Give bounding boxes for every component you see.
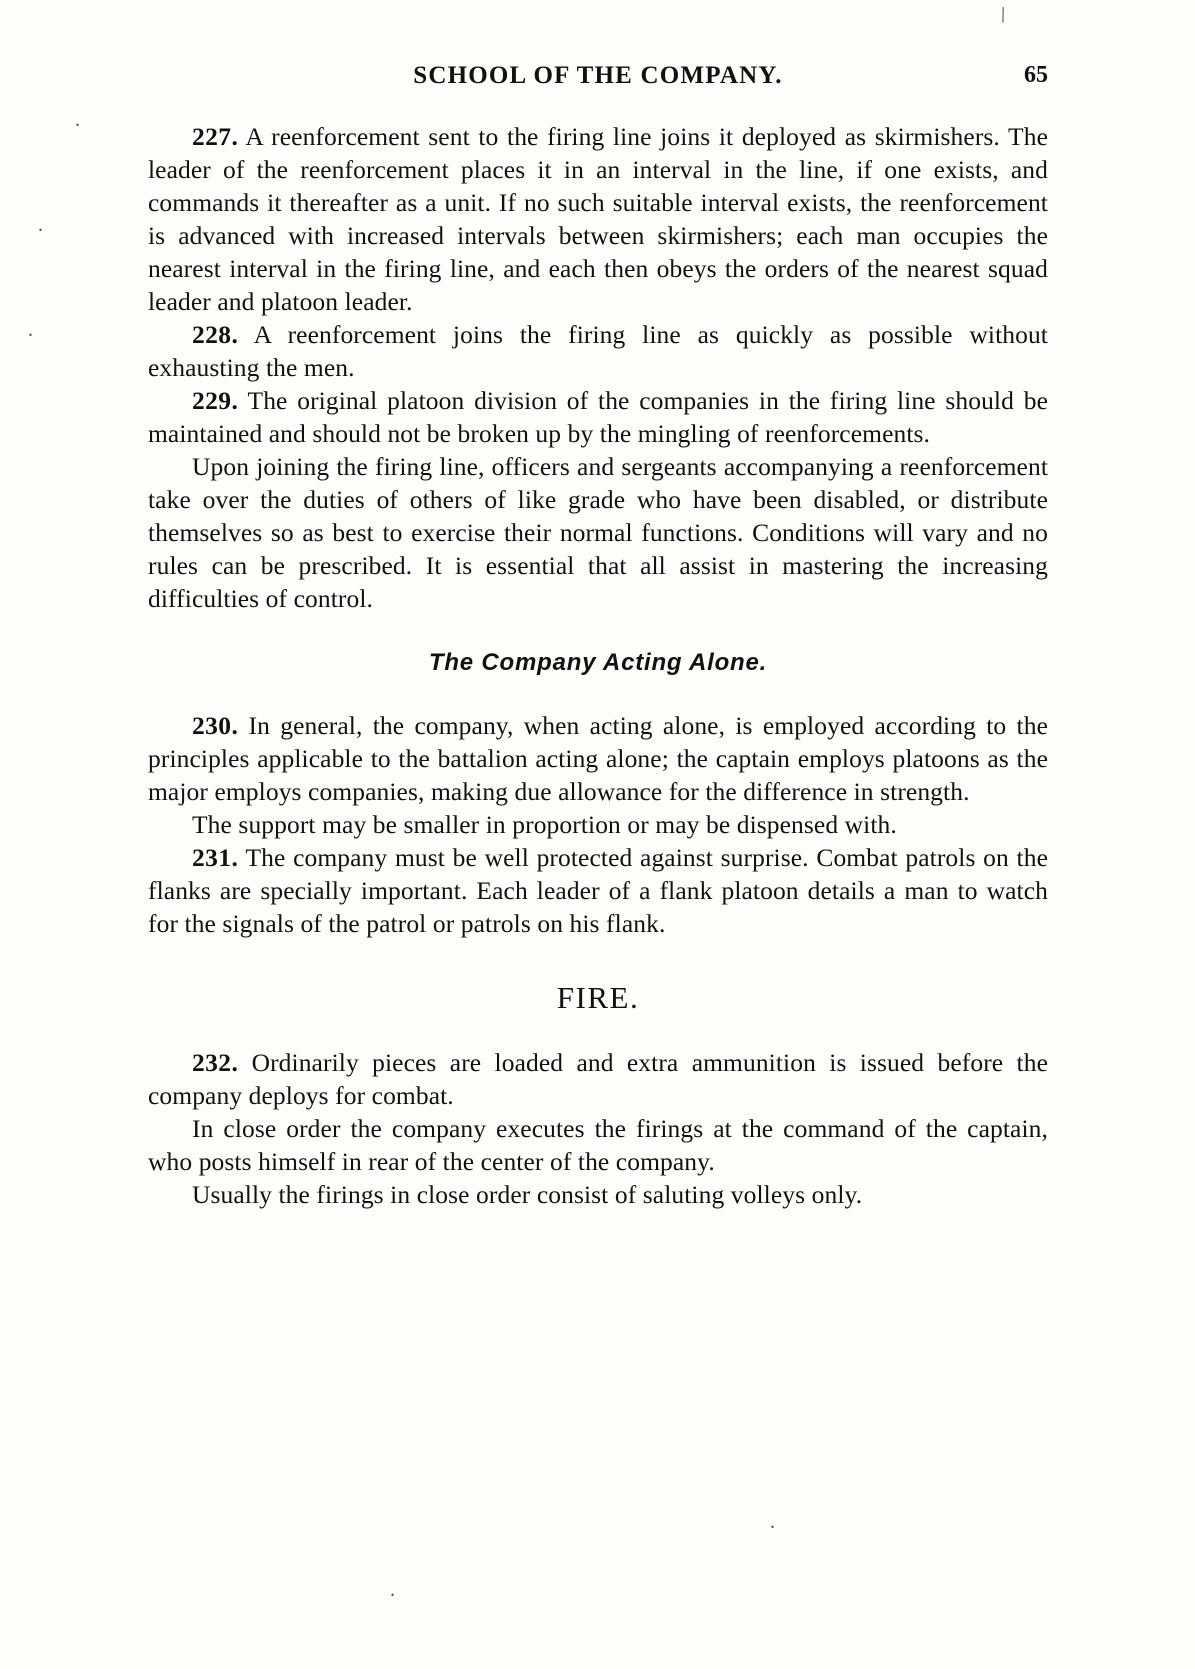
paragraph-229 <box>148 384 1048 450</box>
paragraph-text: The support may be smaller in proportion or may be dispensed with. <box>192 810 897 840</box>
paragraph-text: Upon joining the firing line, officers and sergeants accompanying a reenforcement take over the duties of others of like grade who have been disabled, or distribute themselves so as best to exercise their normal functions. Conditions will vary and no rules can be prescribed. It is essential that all assist in mastering the increasing difficulties of control. <box>148 452 1048 614</box>
page-speck: . <box>390 1579 395 1601</box>
paragraph-text: A reenforcement joins the firing line as quickly as possible without exhausting the men. <box>148 320 1048 383</box>
page-speck: \ <box>996 1 1011 28</box>
paragraph-text: The original platoon division of the companies in the firing line should be maintained and should not be broken up by the mingling of reenforcements. <box>148 386 1048 449</box>
section-title-fire: FIRE. <box>556 980 640 1016</box>
paragraph-number: 232. <box>192 1048 239 1078</box>
paragraph-number: 227. <box>192 122 239 151</box>
paragraph-232-continued-a <box>148 1112 1048 1178</box>
running-head: SCHOOL OF THE COMPANY. <box>413 62 783 89</box>
paragraph-number: 230. <box>192 711 239 741</box>
paragraph-number: 229. <box>192 386 239 416</box>
subsection-heading: The Company Acting Alone. <box>428 649 768 677</box>
paragraph-text: Ordinarily pieces are loaded and extra ammunition is issued before the company deploys for combat. <box>148 1048 1048 1111</box>
paragraph-227 <box>148 120 1048 318</box>
paragraph-text: In general, the company, when acting alone, is employed according to the principles applicable to the battalion acting alone; the captain employs platoons as the major employs companies, making due allowance for the difference in strength. <box>148 711 1048 807</box>
paragraph-229-continued <box>148 450 1048 615</box>
paragraph-230 <box>148 709 1048 808</box>
page-number: 65 <box>1024 62 1048 88</box>
paragraph-text: A reenforcement sent to the firing line joins it deployed as skirmishers. The leader of the reenforcement places it in an interval in the line, if one exists, and commands it thereafter as a unit. If no such suitable interval exists, the reenforcement is advanced with increased intervals between skirmishers; each man occupies the nearest interval in the firing line, and each then obeys the orders of the nearest squad leader and platoon leader. <box>148 122 1048 317</box>
page-content <box>148 62 1048 1211</box>
page-speck: . <box>770 1511 775 1533</box>
paragraph-232 <box>148 1046 1048 1112</box>
paragraph-228 <box>148 318 1048 384</box>
paragraph-231 <box>148 841 1048 940</box>
page-speck: . <box>38 214 43 236</box>
page-speck: . <box>75 109 80 131</box>
paragraph-text: In close order the company executes the firings at the command of the captain, who posts himself in rear of the center of the company. <box>148 1114 1048 1177</box>
page-speck: . <box>28 319 33 341</box>
paragraph-number: 228. <box>192 320 239 350</box>
paragraph-230-continued <box>148 808 1048 841</box>
paragraph-number: 231. <box>192 843 239 873</box>
paragraph-text: The company must be well protected against surprise. Combat patrols on the flanks are specially important. Each leader of a flank platoon details a man to watch for the signals of the patrol or patrols on his flank. <box>148 843 1048 939</box>
page-header <box>148 62 1048 90</box>
paragraph-232-continued-b <box>148 1178 1048 1211</box>
paragraph-text: Usually the firings in close order consist of saluting volleys only. <box>192 1180 863 1210</box>
